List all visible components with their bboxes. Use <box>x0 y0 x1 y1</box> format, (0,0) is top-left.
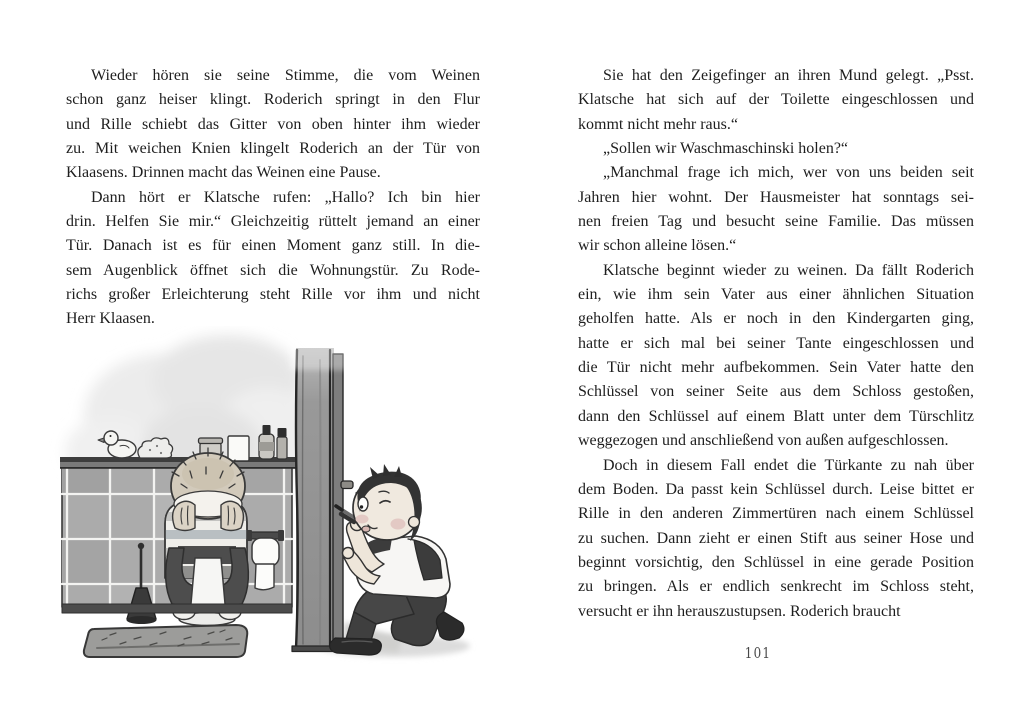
text-line: dem Boden. Da passt kein Schlüssel durch. Leise bittet er <box>578 480 974 498</box>
text-line: nen freien Tag und besucht seine Familie. Das müssen <box>578 213 974 231</box>
right-page-text <box>578 64 974 624</box>
text-line: Dann hört er Klatsche rufen: „Hallo? Ich bin hier <box>91 188 480 206</box>
baseboard <box>62 604 292 613</box>
text-line: sem Augenblick öffnet sich die Wohnungstür. Zu Rode- <box>66 261 480 279</box>
text-line: hatte er sich mal bei seiner Tante eingeschlossen und <box>578 334 974 352</box>
shaker <box>277 428 287 459</box>
kneeling-boy <box>330 464 464 655</box>
door-key <box>341 481 353 489</box>
ear <box>409 517 420 528</box>
page-number: 101 <box>744 646 772 662</box>
text-line: Sie hat den Zeigefinger an ihren Mund gelegt. „Psst. <box>603 67 974 84</box>
text-line: zu suchen. Dann zieht er einen Stift aus seiner Hose und <box>578 529 974 547</box>
bathroom-door <box>290 340 353 652</box>
text-line: richs großer Erleichterung steht Rille vor ihm und nicht <box>66 286 480 304</box>
text-line: zu bringen. Als er endlich senkrecht im Schloss steht, <box>578 578 974 596</box>
text-line: beginnt vorsichtig, den Schlüssel in eine gerade Position <box>578 553 974 571</box>
open-eye <box>358 497 368 511</box>
text-line: Klaasens. Drinnen macht das Weinen eine Pause. <box>66 164 381 182</box>
text-line: Schlüssel von seiner Seite aus dem Schloss gestoßen, <box>578 383 974 401</box>
text-line: kommt nicht mehr raus.“ <box>578 115 738 133</box>
tongue <box>362 526 370 532</box>
text-line: Tür. Danach ist es für einen Moment ganz still. In die- <box>66 237 480 255</box>
hair-spike <box>383 464 391 476</box>
text-line: Herr Klaasen. <box>66 310 155 328</box>
text-line: zu. Mit weichen Knien klingelt Roderich an der Tür von <box>66 140 480 158</box>
text-line: Klatsche hat sich auf der Toilette eingeschlossen und <box>578 91 974 109</box>
text-line: Jahren hier wohnt. Der Hausmeister hat sonntags sei- <box>578 188 974 206</box>
text-line: geholfen hatte. Als er noch in den Kindergarten ging, <box>578 310 974 328</box>
left-page-text <box>66 64 480 332</box>
text-line: dann den Schlüssel auf einem Blatt unter dem Türschlitz <box>578 407 974 425</box>
text-line: wir schon alleine lösen.“ <box>578 237 737 255</box>
hair-spike <box>394 466 402 477</box>
text-line: weggezogen und anschließend von außen aufgeschlossen. <box>578 432 949 450</box>
cheek <box>391 519 406 530</box>
head <box>353 464 421 541</box>
cheek <box>356 515 369 524</box>
text-line: die Tür nicht mehr aufbekommen. Sein Vater hatte den <box>578 359 974 377</box>
text-line: schon ganz heiser klingt. Roderich springt in den Flur <box>66 91 480 109</box>
text-line: ein, wie ihm sein Vater aus einer ähnlichen Situation <box>578 286 974 304</box>
text-line: Wieder hören sie seine Stimme, die vom Weinen <box>91 67 480 84</box>
bathroom-illustration <box>42 326 482 670</box>
text-line: Klatsche beginnt wieder zu weinen. Da fällt Roderich <box>603 261 974 279</box>
text-line: und Rille schiebt das Gitter von oben hinter ihm wieder <box>66 115 480 133</box>
text-line: „Manchmal frage ich mich, wer von uns beiden seit <box>603 164 974 182</box>
cup <box>228 436 249 461</box>
text-line: versucht er ihn herauszustupsen. Roderich braucht <box>578 602 901 620</box>
text-line: Rille in den anderen Zimmertüren nach einem Schlüssel <box>578 505 974 523</box>
bath-mat <box>84 625 247 657</box>
text-line: drin. Helfen Sie mir.“ Gleichzeitig rüttelt jemand an einer <box>66 213 480 231</box>
back-sandal <box>436 612 463 640</box>
door-top-fade <box>290 340 348 370</box>
text-line: Doch in diesem Fall endet die Türkante zu nah über <box>603 456 974 474</box>
crying-boy-on-toilet <box>162 448 252 626</box>
text-line: „Sollen wir Waschmaschinski holen?“ <box>603 140 849 158</box>
